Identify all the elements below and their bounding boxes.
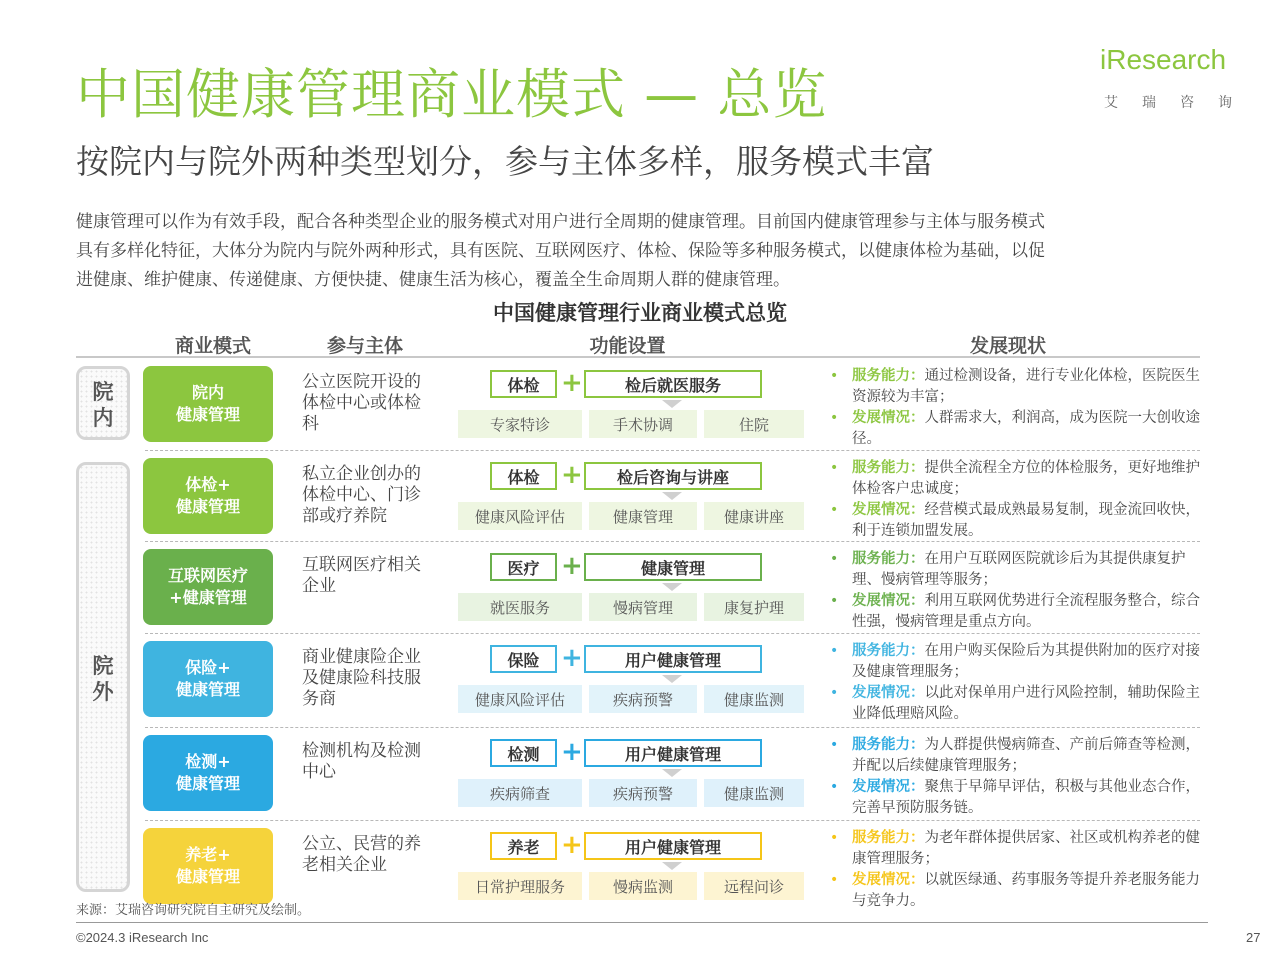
status-value: 经营模式最成熟最易复制，现金流回收快，利于连锁加盟发展。 (852, 502, 1200, 539)
plus-icon: + (561, 830, 583, 860)
column-header-status: 发展现状 (969, 335, 1046, 357)
bullet-icon: • (830, 551, 839, 567)
row-divider (145, 727, 1200, 728)
function-main-box: 养老 (490, 832, 557, 860)
status-value: 在用户购买保险后为其提供附加的医疗对接及健康管理服务； (852, 643, 1200, 680)
function-detail-box: 健康管理 (584, 553, 762, 581)
bullet-icon: • (830, 643, 839, 659)
status-key: 发展情况： (852, 779, 925, 795)
logo-subtitle: 艾瑞咨询 (1104, 95, 1256, 111)
function-detail-box: 检后咨询与讲座 (584, 462, 762, 490)
participant-text: 商业健康险企业及健康险科技服务商 (302, 647, 421, 709)
bullet-icon: • (830, 502, 839, 518)
function-main-box: 医疗 (490, 553, 557, 581)
status-progress (828, 870, 1208, 912)
function-sub-box: 日常护理服务 (458, 872, 582, 900)
participant-text: 检测机构及检测中心 (302, 741, 421, 782)
status-key: 发展情况： (852, 593, 925, 609)
copyright: ©2024.3 iResearch Inc (76, 930, 209, 945)
function-sub-box: 专家特诊 (458, 410, 582, 438)
status-key: 服务能力： (852, 830, 925, 846)
function-sub-box: 健康管理 (589, 502, 697, 530)
plus-icon: + (561, 460, 583, 490)
intro-line: 进健康、维护健康、传递健康、方便快捷、健康生活为核心，覆盖全生命周期人群的健康管理。 (76, 270, 790, 290)
bullet-icon: • (830, 830, 839, 846)
logo-wordmark: iResearch (1100, 44, 1227, 75)
participant-text: 互联网医疗相关企业 (302, 555, 421, 596)
column-header-participant: 参与主体 (326, 335, 403, 357)
function-sub-box: 健康讲座 (704, 502, 804, 530)
status-key: 服务能力： (852, 460, 925, 476)
page-title: 中国健康管理商业模式 — 总览 (76, 63, 828, 126)
function-sub-box: 疾病筛查 (458, 779, 582, 807)
status-key: 发展情况： (852, 872, 925, 888)
bullet-icon: • (830, 872, 839, 888)
plus-icon: + (561, 737, 583, 767)
function-main-box: 保险 (490, 645, 557, 673)
status-value: 为人群提供慢病筛查、产前后筛查等检测，并配以后续健康管理服务； (852, 737, 1200, 774)
model-label: 保险+ 健康管理 (143, 641, 273, 717)
function-sub-box: 就医服务 (458, 593, 582, 621)
header-divider (76, 356, 1200, 358)
section-outside-label: 院 外 (92, 654, 114, 704)
down-arrow-icon (662, 400, 682, 408)
page-number: 27 (1246, 930, 1261, 945)
function-sub-box: 远程问诊 (704, 872, 804, 900)
function-sub-box: 手术协调 (589, 410, 697, 438)
status-ability (828, 641, 1208, 683)
status-ability (828, 549, 1208, 591)
intro-line: 健康管理可以作为有效手段，配合各种类型企业的服务模式对用户进行全周期的健康管理。目前国内健康管理参与主体与服务模式 (76, 212, 1045, 232)
column-header-function: 功能设置 (589, 335, 666, 357)
row-divider (145, 633, 1200, 634)
status-progress (828, 591, 1208, 633)
iresearch-logo (1100, 42, 1256, 114)
status-block (828, 828, 1208, 912)
status-progress (828, 408, 1208, 450)
section-inside-label: 院 内 (92, 380, 114, 430)
status-key: 服务能力： (852, 737, 925, 753)
model-label: 养老+ 健康管理 (143, 828, 273, 904)
intro-paragraph (76, 208, 1216, 295)
row-divider (145, 820, 1200, 821)
status-block (828, 366, 1208, 450)
status-value: 利用互联网优势进行全流程服务整合，综合性强，慢病管理是重点方向。 (852, 593, 1200, 630)
section-inside (76, 366, 130, 440)
function-sub-box: 健康监测 (704, 685, 804, 713)
model-label: 检测+ 健康管理 (143, 735, 273, 811)
function-sub-box: 慢病管理 (589, 593, 697, 621)
bullet-icon: • (830, 737, 839, 753)
status-value: 通过检测设备，进行专业化体检，医院医生资源较为丰富； (852, 368, 1200, 405)
down-arrow-icon (662, 492, 682, 500)
status-ability (828, 828, 1208, 870)
footer-divider (76, 922, 1208, 923)
down-arrow-icon (662, 769, 682, 777)
function-sub-box: 疾病预警 (589, 779, 697, 807)
status-block (828, 735, 1208, 819)
status-value: 以此对保单用户进行风险控制，辅助保险主业降低理赔风险。 (852, 685, 1200, 722)
bullet-icon: • (830, 593, 839, 609)
function-detail-box: 用户健康管理 (584, 739, 762, 767)
status-value: 以就医绿通、药事服务等提升养老服务能力与竞争力。 (852, 872, 1200, 909)
status-key: 服务能力： (852, 368, 925, 384)
function-sub-box: 慢病监测 (589, 872, 697, 900)
status-key: 服务能力： (852, 643, 925, 659)
section-outside (76, 462, 130, 892)
status-progress (828, 500, 1208, 542)
model-label: 互联网医疗 +健康管理 (143, 549, 273, 625)
plus-icon: + (561, 643, 583, 673)
status-ability (828, 735, 1208, 777)
status-key: 发展情况： (852, 410, 925, 426)
function-sub-box: 住院 (704, 410, 804, 438)
function-sub-box: 健康监测 (704, 779, 804, 807)
bullet-icon: • (830, 685, 839, 701)
intro-line: 具有多样化特征，大体分为院内与院外两种形式，具有医院、互联网医疗、体检、保险等多种服务模式，以健康体检为基础，以促 (76, 241, 1045, 261)
status-value: 提供全流程全方位的体检服务，更好地维护体检客户忠诚度； (852, 460, 1200, 497)
status-block (828, 641, 1208, 725)
bullet-icon: • (830, 410, 839, 426)
function-detail-box: 检后就医服务 (584, 370, 762, 398)
plus-icon: + (561, 368, 583, 398)
function-main-box: 检测 (490, 739, 557, 767)
status-key: 服务能力： (852, 551, 925, 567)
status-block (828, 549, 1208, 633)
participant-text: 公立医院开设的体检中心或体检科 (302, 372, 421, 434)
column-header-model: 商业模式 (174, 335, 251, 357)
model-label: 院内 健康管理 (143, 366, 273, 442)
status-value: 人群需求大，利润高，成为医院一大创收途径。 (852, 410, 1200, 447)
down-arrow-icon (662, 583, 682, 591)
function-sub-box: 疾病预警 (589, 685, 697, 713)
status-key: 发展情况： (852, 502, 925, 518)
function-sub-box: 健康风险评估 (458, 685, 582, 713)
model-label: 体检+ 健康管理 (143, 458, 273, 534)
down-arrow-icon (662, 675, 682, 683)
function-detail-box: 用户健康管理 (584, 645, 762, 673)
status-value: 聚焦于早筛早评估，积极与其他业态合作，完善早预防服务链。 (852, 779, 1200, 816)
status-progress (828, 777, 1208, 819)
row-divider (145, 450, 1200, 451)
row-divider (145, 541, 1200, 542)
status-ability (828, 366, 1208, 408)
status-value: 在用户互联网医院就诊后为其提供康复护理、慢病管理等服务； (852, 551, 1186, 588)
down-arrow-icon (662, 862, 682, 870)
bullet-icon: • (830, 368, 839, 384)
function-main-box: 体检 (490, 462, 557, 490)
function-sub-box: 康复护理 (704, 593, 804, 621)
status-block (828, 458, 1208, 542)
participant-text: 公立、民营的养老相关企业 (302, 834, 421, 875)
plus-icon: + (561, 551, 583, 581)
participant-text: 私立企业创办的体检中心、门诊部或疗养院 (302, 464, 421, 526)
status-key: 发展情况： (852, 685, 925, 701)
bullet-icon: • (830, 460, 839, 476)
status-ability (828, 458, 1208, 500)
source-note: 来源：艾瑞咨询研究院自主研究及绘制。 (76, 903, 311, 918)
status-progress (828, 683, 1208, 725)
function-detail-box: 用户健康管理 (584, 832, 762, 860)
chart-title: 中国健康管理行业商业模式总览 (493, 301, 787, 325)
bullet-icon: • (830, 779, 839, 795)
page-subtitle: 按院内与院外两种类型划分，参与主体多样，服务模式丰富 (76, 142, 934, 181)
function-main-box: 体检 (490, 370, 557, 398)
status-value: 为老年群体提供居家、社区或机构养老的健康管理服务； (852, 830, 1200, 867)
function-sub-box: 健康风险评估 (458, 502, 582, 530)
